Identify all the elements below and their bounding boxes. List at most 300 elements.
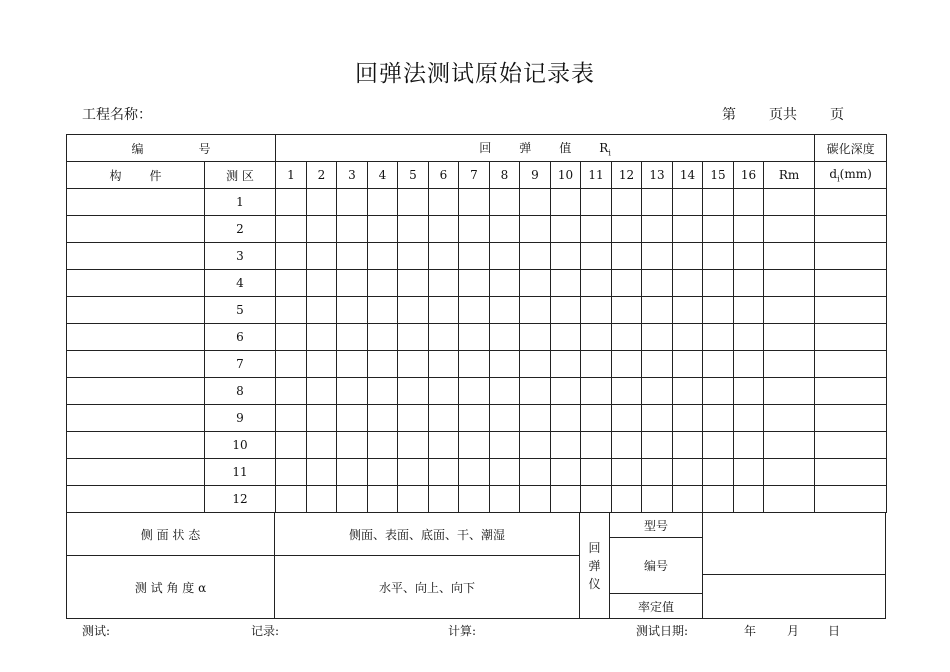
zone-number: 1 [205, 189, 276, 216]
rebound-value-cell[interactable] [703, 378, 734, 405]
carbonation-cell[interactable] [815, 243, 887, 270]
rebound-value-cell[interactable] [490, 459, 520, 486]
col-header: 2 [307, 162, 337, 189]
carbonation-cell[interactable] [815, 270, 887, 297]
rebound-value-cell[interactable] [520, 432, 551, 459]
date-month: 月 [787, 624, 800, 638]
rebound-value-cell[interactable] [551, 432, 581, 459]
rebound-value-cell[interactable] [612, 243, 642, 270]
rebound-value-cell[interactable] [581, 405, 612, 432]
instrument-serial-label: 编号 [609, 537, 703, 594]
rebound-value-cell[interactable] [520, 243, 551, 270]
rebound-value-cell[interactable] [551, 378, 581, 405]
rebound-value-cell[interactable] [368, 351, 398, 378]
rebound-value-cell[interactable] [703, 270, 734, 297]
rebound-value-cell[interactable] [673, 297, 703, 324]
rebound-value-cell[interactable] [642, 486, 673, 513]
rebound-value-cell[interactable] [642, 216, 673, 243]
rebound-value-cell[interactable] [734, 324, 764, 351]
rebound-value-cell[interactable] [581, 270, 612, 297]
lower-section [66, 512, 886, 619]
rebound-value-cell[interactable] [429, 459, 459, 486]
rebound-value-cell[interactable] [551, 324, 581, 351]
rebound-value-cell[interactable] [307, 351, 337, 378]
zone-number: 8 [205, 378, 276, 405]
rebound-value-cell[interactable] [581, 432, 612, 459]
rebound-value-cell[interactable] [734, 486, 764, 513]
col-header: 5 [398, 162, 429, 189]
rebound-value-cell[interactable] [459, 432, 490, 459]
rebound-value-cell[interactable] [581, 243, 612, 270]
rebound-value-cell[interactable] [337, 324, 368, 351]
page-title: 回弹法测试原始记录表 [355, 61, 595, 87]
col-header: 1 [276, 162, 307, 189]
col-header: 13 [642, 162, 673, 189]
table-row [67, 297, 887, 324]
rebound-value-cell[interactable] [337, 378, 368, 405]
rebound-value-cell[interactable] [490, 405, 520, 432]
rebound-value-cell[interactable] [429, 324, 459, 351]
rebound-value-cell[interactable] [642, 405, 673, 432]
rebound-value-cell[interactable] [520, 189, 551, 216]
rebound-value-cell[interactable] [673, 324, 703, 351]
rm-cell[interactable] [764, 405, 815, 432]
rebound-instrument-label: 回 弹 仪 [579, 512, 610, 619]
rebound-value-cell[interactable] [612, 378, 642, 405]
rebound-value-cell[interactable] [307, 459, 337, 486]
carbonation-cell[interactable] [815, 297, 887, 324]
col-header: 3 [337, 162, 368, 189]
rm-cell[interactable] [764, 486, 815, 513]
rebound-value-cell[interactable] [703, 486, 734, 513]
table-row [67, 432, 887, 459]
instrument-info-cell [702, 512, 886, 575]
rebound-value-cell[interactable] [368, 189, 398, 216]
rebound-value-cell[interactable] [612, 351, 642, 378]
rebound-value-cell[interactable] [551, 216, 581, 243]
member-cell[interactable] [67, 189, 205, 216]
rebound-value-cell[interactable] [551, 243, 581, 270]
member-cell[interactable] [67, 432, 205, 459]
rebound-value-cell[interactable] [490, 216, 520, 243]
rebound-value-cell[interactable] [459, 351, 490, 378]
rm-cell[interactable] [764, 351, 815, 378]
rebound-value-cell[interactable] [673, 243, 703, 270]
rebound-value-cell[interactable] [734, 405, 764, 432]
rebound-value-cell[interactable] [612, 486, 642, 513]
zone-number: 6 [205, 324, 276, 351]
rebound-value-cell[interactable] [337, 243, 368, 270]
rebound-value-cell[interactable] [459, 486, 490, 513]
rm-cell[interactable] [764, 324, 815, 351]
col-header: 11 [581, 162, 612, 189]
member-cell[interactable] [67, 243, 205, 270]
rebound-value-cell[interactable] [307, 297, 337, 324]
rebound-value-cell[interactable] [307, 270, 337, 297]
side-state-value: 侧面、表面、底面、干、潮湿 [274, 512, 580, 556]
rebound-value-cell[interactable] [520, 405, 551, 432]
rebound-value-cell[interactable] [429, 405, 459, 432]
carbonation-cell[interactable] [815, 378, 887, 405]
rebound-value-cell[interactable] [459, 270, 490, 297]
rebound-value-cell[interactable] [673, 189, 703, 216]
side-state-label: 侧 面 状 态 [66, 512, 275, 556]
rebound-value-cell[interactable] [276, 459, 307, 486]
rebound-value-cell[interactable] [673, 486, 703, 513]
rebound-value-cell[interactable] [612, 459, 642, 486]
rebound-value-cell[interactable] [337, 432, 368, 459]
rebound-value-cell[interactable] [581, 324, 612, 351]
rebound-value-cell[interactable] [459, 459, 490, 486]
member-cell[interactable] [67, 216, 205, 243]
rebound-value-cell[interactable] [612, 216, 642, 243]
table-row [67, 189, 887, 216]
rebound-value-cell[interactable] [520, 297, 551, 324]
rebound-value-cell[interactable] [734, 243, 764, 270]
rebound-value-cell[interactable] [703, 351, 734, 378]
rebound-value-cell[interactable] [612, 432, 642, 459]
rebound-value-cell[interactable] [429, 486, 459, 513]
date-day: 日 [828, 624, 841, 638]
rebound-value-cell[interactable] [612, 324, 642, 351]
model-label: 型号 [609, 512, 703, 538]
rebound-value-cell[interactable] [581, 486, 612, 513]
rebound-value-cell[interactable] [307, 432, 337, 459]
rebound-value-cell[interactable] [276, 216, 307, 243]
rebound-value-cell[interactable] [673, 432, 703, 459]
rebound-value-cell[interactable] [429, 216, 459, 243]
rebound-value-cell[interactable] [398, 324, 429, 351]
member-cell[interactable] [67, 351, 205, 378]
rebound-value-cell[interactable] [520, 459, 551, 486]
member-cell[interactable] [67, 459, 205, 486]
carbonation-cell[interactable] [815, 486, 887, 513]
rebound-value-cell[interactable] [551, 270, 581, 297]
rebound-value-cell[interactable] [337, 405, 368, 432]
rm-cell[interactable] [764, 297, 815, 324]
rm-cell[interactable] [764, 189, 815, 216]
rebound-value-cell[interactable] [398, 216, 429, 243]
member-cell[interactable] [67, 270, 205, 297]
rebound-value-cell[interactable] [368, 243, 398, 270]
col-header: 9 [520, 162, 551, 189]
rebound-value-cell[interactable] [429, 243, 459, 270]
rebound-value-cell[interactable] [337, 486, 368, 513]
zone-number: 11 [205, 459, 276, 486]
zone-rows [67, 189, 887, 513]
serial-number-header: 编 号 [67, 135, 276, 162]
rebound-value-cell[interactable] [734, 432, 764, 459]
rebound-value-cell[interactable] [612, 297, 642, 324]
rebound-value-cell[interactable] [307, 243, 337, 270]
rebound-value-cell[interactable] [703, 432, 734, 459]
rebound-value-cell[interactable] [398, 189, 429, 216]
rebound-value-cell[interactable] [642, 432, 673, 459]
test-zone-header: 测 区 [205, 162, 276, 189]
calibration-value-cell [702, 574, 886, 619]
rebound-value-cell[interactable] [703, 459, 734, 486]
page-gong: 页共 [769, 107, 797, 123]
carbonation-cell[interactable] [815, 216, 887, 243]
rebound-value-cell[interactable] [398, 378, 429, 405]
rebound-value-cell[interactable] [673, 459, 703, 486]
rebound-value-cell[interactable] [581, 297, 612, 324]
rebound-value-cell[interactable] [673, 216, 703, 243]
zone-number: 3 [205, 243, 276, 270]
rebound-value-header: 回 弹 值 $R_i$ [276, 135, 815, 162]
rebound-value-cell[interactable] [642, 189, 673, 216]
rebound-value-cell[interactable] [337, 297, 368, 324]
rebound-value-cell[interactable] [276, 378, 307, 405]
rebound-value-cell[interactable] [429, 189, 459, 216]
rm-cell[interactable] [764, 216, 815, 243]
rebound-value-cell[interactable] [459, 405, 490, 432]
rebound-value-cell[interactable] [703, 405, 734, 432]
rebound-value-cell[interactable] [581, 378, 612, 405]
table-row [67, 216, 887, 243]
rebound-value-cell[interactable] [520, 378, 551, 405]
table-row [67, 243, 887, 270]
rebound-value-cell[interactable] [490, 270, 520, 297]
rebound-value-cell[interactable] [429, 351, 459, 378]
col-header: 8 [490, 162, 520, 189]
table-row [67, 405, 887, 432]
rebound-value-cell[interactable] [368, 432, 398, 459]
rebound-value-cell[interactable] [581, 459, 612, 486]
date-year: 年 [744, 624, 757, 638]
carbonation-depth-header: 碳化深度 [815, 135, 887, 162]
rebound-value-cell[interactable] [459, 243, 490, 270]
rebound-value-cell[interactable] [307, 189, 337, 216]
rebound-value-cell[interactable] [398, 486, 429, 513]
rebound-value-cell[interactable] [459, 324, 490, 351]
rm-cell[interactable] [764, 459, 815, 486]
page-ye: 页 [830, 107, 844, 123]
rebound-value-cell[interactable] [459, 378, 490, 405]
rebound-value-cell[interactable] [429, 270, 459, 297]
rebound-value-cell[interactable] [673, 270, 703, 297]
rm-cell[interactable] [764, 378, 815, 405]
rebound-value-cell[interactable] [276, 189, 307, 216]
rebound-value-cell[interactable] [398, 459, 429, 486]
rebound-value-cell[interactable] [368, 297, 398, 324]
rebound-value-cell[interactable] [337, 459, 368, 486]
rebound-value-cell[interactable] [520, 324, 551, 351]
rebound-value-cell[interactable] [459, 297, 490, 324]
member-cell[interactable] [67, 297, 205, 324]
rebound-value-cell[interactable] [490, 351, 520, 378]
carbonation-cell[interactable] [815, 432, 887, 459]
rebound-value-cell[interactable] [398, 297, 429, 324]
rebound-value-cell[interactable] [459, 216, 490, 243]
zone-number: 7 [205, 351, 276, 378]
rebound-value-cell[interactable] [368, 270, 398, 297]
rebound-value-cell[interactable] [307, 486, 337, 513]
rebound-value-cell[interactable] [276, 324, 307, 351]
rebound-value-cell[interactable] [581, 351, 612, 378]
rebound-value-cell[interactable] [398, 243, 429, 270]
rebound-value-cell[interactable] [490, 378, 520, 405]
rebound-value-cell[interactable] [368, 405, 398, 432]
rebound-value-cell[interactable] [429, 378, 459, 405]
rebound-value-cell[interactable] [398, 405, 429, 432]
rebound-value-cell[interactable] [551, 405, 581, 432]
rebound-value-cell[interactable] [459, 189, 490, 216]
rebound-value-cell[interactable] [276, 297, 307, 324]
rebound-value-cell[interactable] [276, 351, 307, 378]
rebound-value-cell[interactable] [551, 297, 581, 324]
tester-label: 测试: [82, 624, 111, 638]
table-row [67, 378, 887, 405]
zone-number: 10 [205, 432, 276, 459]
rebound-value-cell[interactable] [642, 459, 673, 486]
rebound-value-cell[interactable] [307, 216, 337, 243]
zone-number: 2 [205, 216, 276, 243]
rebound-value-cell[interactable] [642, 324, 673, 351]
rebound-value-cell[interactable] [490, 297, 520, 324]
test-angle-label: 测 试 角 度 α [66, 555, 275, 619]
rebound-value-cell[interactable] [673, 378, 703, 405]
carbonation-cell[interactable] [815, 189, 887, 216]
col-header: 15 [703, 162, 734, 189]
rebound-value-cell[interactable] [703, 189, 734, 216]
rebound-value-cell[interactable] [276, 486, 307, 513]
rebound-value-cell[interactable] [642, 351, 673, 378]
table-row [67, 486, 887, 513]
rebound-value-cell[interactable] [673, 351, 703, 378]
col-header: 14 [673, 162, 703, 189]
rebound-value-cell[interactable] [520, 351, 551, 378]
page-count [722, 104, 844, 124]
col-header: 12 [612, 162, 642, 189]
rebound-value-cell[interactable] [703, 324, 734, 351]
rebound-value-cell[interactable] [642, 270, 673, 297]
rebound-value-cell[interactable] [490, 243, 520, 270]
rebound-value-cell[interactable] [276, 405, 307, 432]
rebound-value-cell[interactable] [734, 351, 764, 378]
rebound-value-cell[interactable] [429, 297, 459, 324]
rebound-value-cell[interactable] [642, 243, 673, 270]
table-row [67, 459, 887, 486]
col-header: 10 [551, 162, 581, 189]
member-cell[interactable] [67, 324, 205, 351]
project-name-label: 工程名称： [82, 107, 152, 123]
rebound-value-cell[interactable] [581, 216, 612, 243]
rebound-value-cell[interactable] [612, 189, 642, 216]
member-cell[interactable] [67, 486, 205, 513]
recorder-label: 记录: [251, 624, 280, 638]
rebound-value-cell[interactable] [490, 189, 520, 216]
rebound-value-cell[interactable] [307, 324, 337, 351]
rebound-value-cell[interactable] [520, 486, 551, 513]
member-cell[interactable] [67, 378, 205, 405]
rebound-value-cell[interactable] [734, 378, 764, 405]
rebound-value-cell[interactable] [368, 378, 398, 405]
rebound-value-cell[interactable] [703, 297, 734, 324]
rebound-value-cell[interactable] [734, 270, 764, 297]
rebound-value-cell[interactable] [612, 405, 642, 432]
rebound-value-cell[interactable] [337, 270, 368, 297]
col-header: 16 [734, 162, 764, 189]
rebound-value-cell[interactable] [276, 270, 307, 297]
page-di: 第 [722, 107, 736, 123]
rebound-value-cell[interactable] [581, 189, 612, 216]
rebound-value-cell[interactable] [337, 216, 368, 243]
rebound-value-cell[interactable] [490, 486, 520, 513]
member-header: 构 件 [67, 162, 205, 189]
table-row [67, 324, 887, 351]
carbonation-cell[interactable] [815, 405, 887, 432]
carbonation-unit-header: $d_i(mm)$ [815, 162, 887, 189]
rebound-value-cell[interactable] [429, 432, 459, 459]
rebound-value-cell[interactable] [642, 378, 673, 405]
carbonation-cell[interactable] [815, 351, 887, 378]
calculator-label: 计算: [448, 624, 477, 638]
zone-number: 12 [205, 486, 276, 513]
test-date-label: 测试日期: [636, 624, 689, 638]
zone-number: 4 [205, 270, 276, 297]
rebound-value-cell[interactable] [307, 405, 337, 432]
rebound-record-table [66, 134, 887, 513]
carbonation-cell[interactable] [815, 459, 887, 486]
rm-cell[interactable] [764, 243, 815, 270]
rebound-value-cell[interactable] [734, 216, 764, 243]
zone-number: 9 [205, 405, 276, 432]
rebound-value-cell[interactable] [368, 459, 398, 486]
rebound-value-cell[interactable] [551, 486, 581, 513]
table-row [67, 351, 887, 378]
rebound-value-cell[interactable] [398, 351, 429, 378]
rebound-value-cell[interactable] [642, 297, 673, 324]
zone-number: 5 [205, 297, 276, 324]
rebound-value-cell[interactable] [276, 243, 307, 270]
rebound-value-cell[interactable] [703, 243, 734, 270]
rebound-value-cell[interactable] [551, 351, 581, 378]
table-row [67, 270, 887, 297]
rebound-value-cell[interactable] [551, 189, 581, 216]
rebound-value-cell[interactable] [276, 432, 307, 459]
rebound-value-cell[interactable] [551, 459, 581, 486]
rebound-value-cell[interactable] [612, 270, 642, 297]
member-cell[interactable] [67, 405, 205, 432]
rebound-value-cell[interactable] [368, 486, 398, 513]
rebound-value-cell[interactable] [337, 351, 368, 378]
rm-cell[interactable] [764, 432, 815, 459]
rebound-value-cell[interactable] [490, 324, 520, 351]
rebound-value-cell[interactable] [398, 432, 429, 459]
rebound-value-cell[interactable] [490, 432, 520, 459]
carbonation-cell[interactable] [815, 324, 887, 351]
rm-cell[interactable] [764, 270, 815, 297]
rebound-value-cell[interactable] [307, 378, 337, 405]
rebound-value-cell[interactable] [734, 459, 764, 486]
rebound-value-cell[interactable] [337, 189, 368, 216]
col-header: 4 [368, 162, 398, 189]
rebound-value-cell[interactable] [703, 216, 734, 243]
col-header: 7 [459, 162, 490, 189]
rebound-value-cell[interactable] [673, 405, 703, 432]
rebound-value-cell[interactable] [368, 324, 398, 351]
rebound-value-cell[interactable] [520, 270, 551, 297]
test-angle-value: 水平、向上、向下 [274, 555, 580, 619]
calibration-label: 率定值 [609, 593, 703, 619]
rebound-value-cell[interactable] [734, 189, 764, 216]
col-header: 6 [429, 162, 459, 189]
rebound-value-cell[interactable] [398, 270, 429, 297]
rebound-value-cell[interactable] [520, 216, 551, 243]
rebound-value-cell[interactable] [368, 216, 398, 243]
rebound-value-cell[interactable] [734, 297, 764, 324]
